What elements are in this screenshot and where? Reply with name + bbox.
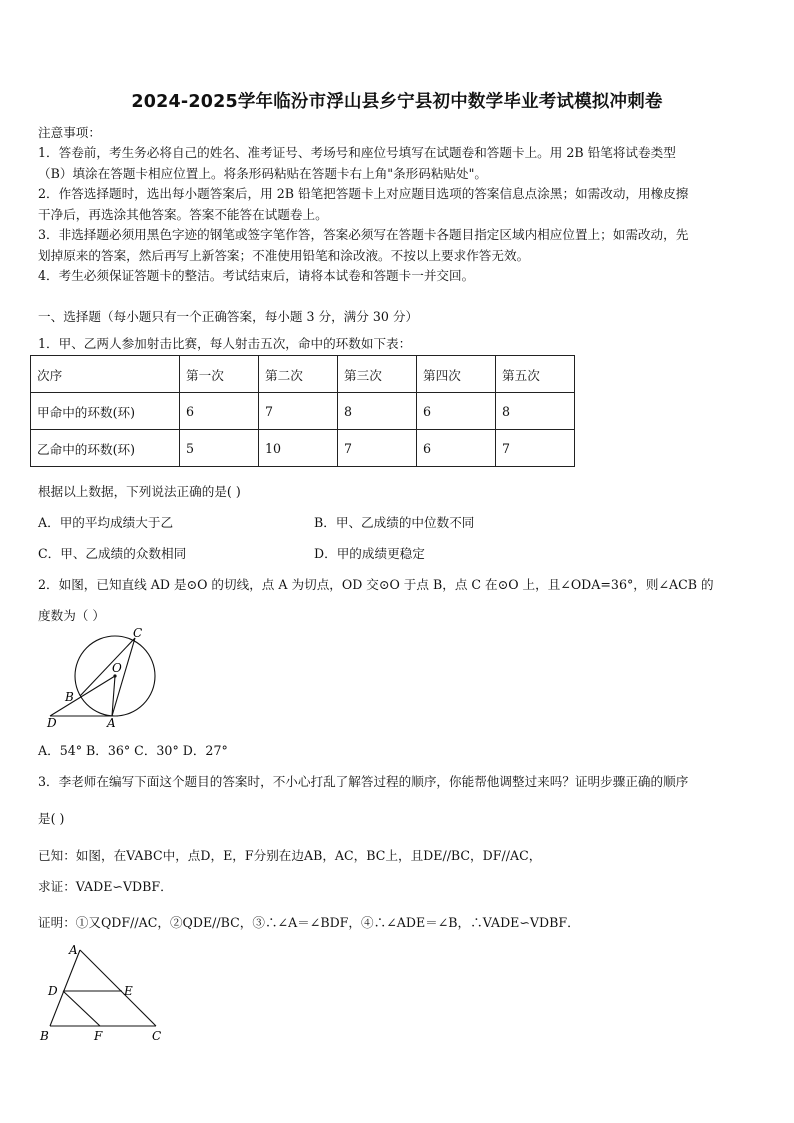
notice-line: （B）填涂在答题卡相应位置上。将条形码粘贴在答题卡右上角"条形码粘贴处"。 [38,166,488,181]
question-3-proof: 证明：①又QDF//AC，②QDE//BC，③∴∠A＝∠BDF，④∴∠ADE＝∠B，∴VADE∽VDBF． [38,915,580,930]
table-cell: 7 [259,393,338,430]
circle-tangent-figure [40,626,170,732]
section-heading: 一、选择题（每小题只有一个正确答案，每小题 3 分，满分 30 分） [38,309,419,324]
question-1-prompt: 根据以上数据，下列说法正确的是( ) [38,484,241,499]
table-cell: 8 [338,393,417,430]
table-header-cell: 第二次 [259,356,338,393]
notice-line: 1．答卷前，考生务必将自己的姓名、准考证号、考场号和座位号填写在试题卷和答题卡上。用 2B 铅笔将试卷类型 [38,145,676,160]
label-d: D [48,984,58,998]
notice-line: 2．作答选择题时，选出每小题答案后，用 2B 铅笔把答题卡上对应题目选项的答案信息点涂黑；如需改动，用橡皮擦 [38,186,689,201]
question-3-stem: 3．李老师在编写下面这个题目的答案时，不小心打乱了解答过程的顺序，你能帮他调整过来吗？证明步骤正确的顺序 [38,774,689,789]
table-cell: 甲命中的环数(环) [31,393,180,430]
label-c: C [133,626,143,640]
table-header-cell: 第五次 [496,356,575,393]
table-header-cell: 第一次 [180,356,259,393]
table-header-cell: 第四次 [417,356,496,393]
table-cell: 乙命中的环数(环) [31,430,180,467]
page-title: 2024-2025学年临汾市浮山县乡宁县初中数学毕业考试模拟冲刺卷 [131,92,663,112]
table-cell: 6 [417,393,496,430]
label-e: E [124,984,133,998]
label-f: F [94,1029,103,1043]
label-d: D [47,716,57,730]
notice-line: 4．考生必须保证答题卡的整洁。考试结束后，请将本试卷和答题卡一并交回。 [38,268,475,283]
label-a: A [69,943,78,957]
table-cell: 8 [496,393,575,430]
question-2-stem-cont: 度数为（ ） [38,608,105,623]
question-1-stem: 1．甲、乙两人参加射击比赛，每人射击五次，命中的环数如下表： [38,336,412,351]
score-table [30,355,575,467]
label-b: B [40,1029,49,1043]
label-a: A [107,716,116,730]
notice-line: 3．非选择题必须用黑色字迹的钢笔或签字笔作答，答案必须写在答题卡各题目指定区域内相应位置上；如需改动，先 [38,227,689,242]
table-row [31,393,575,430]
label-c: C [152,1029,162,1043]
table-header-cell: 第三次 [338,356,417,393]
question-2-options[interactable]: A．54° B．36° C．30° D．27° [38,743,228,758]
question-3-prove: 求证：VADE∽VDBF． [38,879,173,894]
table-header-cell: 次序 [31,356,180,393]
triangle-figure [36,940,166,1046]
option-c[interactable]: C．甲、乙成绩的众数相同 [38,546,187,561]
option-d[interactable]: D．甲的成绩更稳定 [314,546,425,561]
option-a[interactable]: A．甲的平均成绩大于乙 [38,515,174,530]
question-3-stem-cont: 是( ) [38,811,65,826]
option-b[interactable]: B．甲、乙成绩的中位数不同 [314,515,475,530]
question-3-given: 已知：如图，在VABC中，点D，E，F分别在边AB，AC，BC上，且DE//BC，DF//AC， [38,848,542,863]
notice-line: 划掉原来的答案，然后再写上新答案；不准使用铅笔和涂改液。不按以上要求作答无效。 [38,248,530,263]
question-2-stem: 2．如图，已知直线 AD 是⊙O 的切线，点 A 为切点，OD 交⊙O 于点 B，点 C 在⊙O 上，且∠ODA=36°，则∠ACB 的 [38,577,714,592]
table-cell: 7 [496,430,575,467]
label-o: O [112,661,122,675]
table-cell: 7 [338,430,417,467]
table-cell: 6 [180,393,259,430]
table-cell: 5 [180,430,259,467]
table-cell: 6 [417,430,496,467]
notice-heading: 注意事项： [38,125,101,140]
notice-line: 干净后，再选涂其他答案。答案不能答在试题卷上。 [38,207,328,222]
table-row [31,430,575,467]
table-header-row [31,356,575,393]
table-cell: 10 [259,430,338,467]
label-b: B [65,690,74,704]
